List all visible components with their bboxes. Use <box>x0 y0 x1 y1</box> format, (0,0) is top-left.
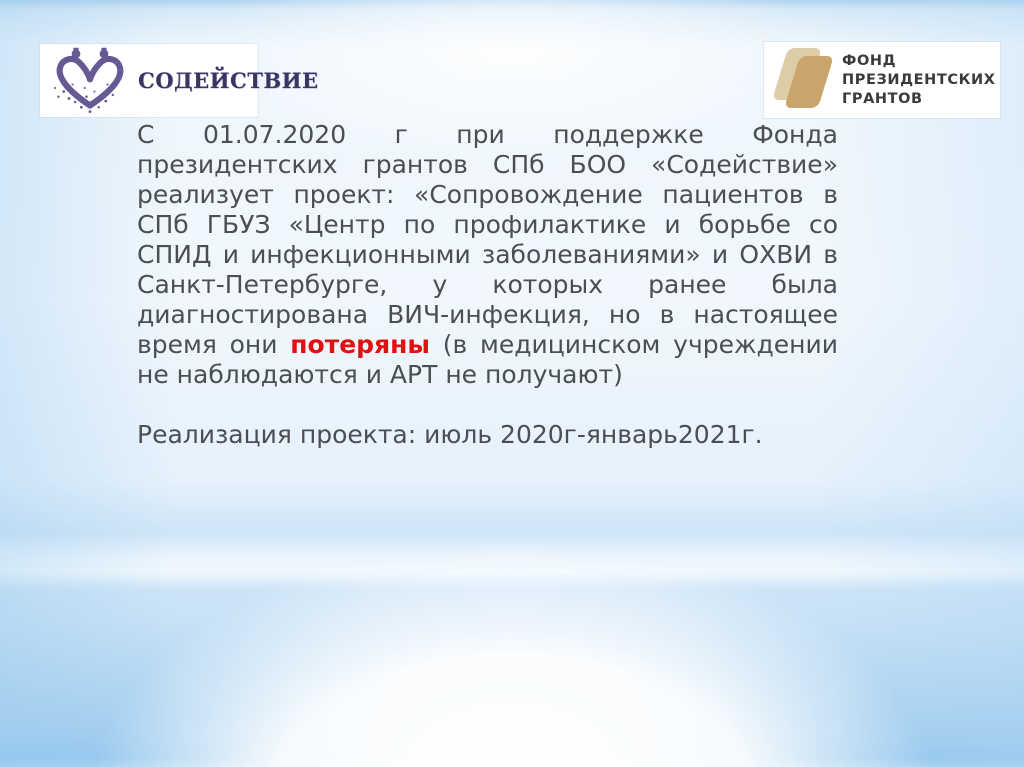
presidential-grants-logo <box>764 42 1000 118</box>
fpg-line2: ПРЕЗИДЕНТСКИХ <box>842 71 996 88</box>
fpg-line3: ГРАНТОВ <box>842 90 923 107</box>
sodeystvie-logo <box>40 44 319 117</box>
fpg-line1: ФОНД <box>842 52 897 69</box>
two-figures-heart-icon <box>44 46 136 116</box>
presidential-grants-logo-text <box>842 52 996 109</box>
project-description <box>137 120 838 390</box>
double-parallelogram-icon <box>772 48 834 112</box>
description-text-after: (в медицинском учреждении не наблюдаются и АРТ не получают) <box>137 330 838 389</box>
description-text-before: С 01.07.2020 г при поддержке Фонда президентских грантов СПб БОО «Содействие» реализует проект: «Сопровождение пациентов в СПб ГБУЗ «Центр по профилактике и борьбе со СПИД и инфекционными заболеваниями» и ОХВИ в Санкт-Петербурге, у которых ранее была диагностирована ВИЧ-инфекция, но в настоящее время они <box>137 120 838 359</box>
lost-patients-highlight: потеряны <box>290 330 431 359</box>
sodeystvie-logo-text: СОДЕЙСТВИЕ <box>138 68 319 93</box>
project-timeline: Реализация проекта: июль 2020г-январь2021г. <box>137 420 763 449</box>
